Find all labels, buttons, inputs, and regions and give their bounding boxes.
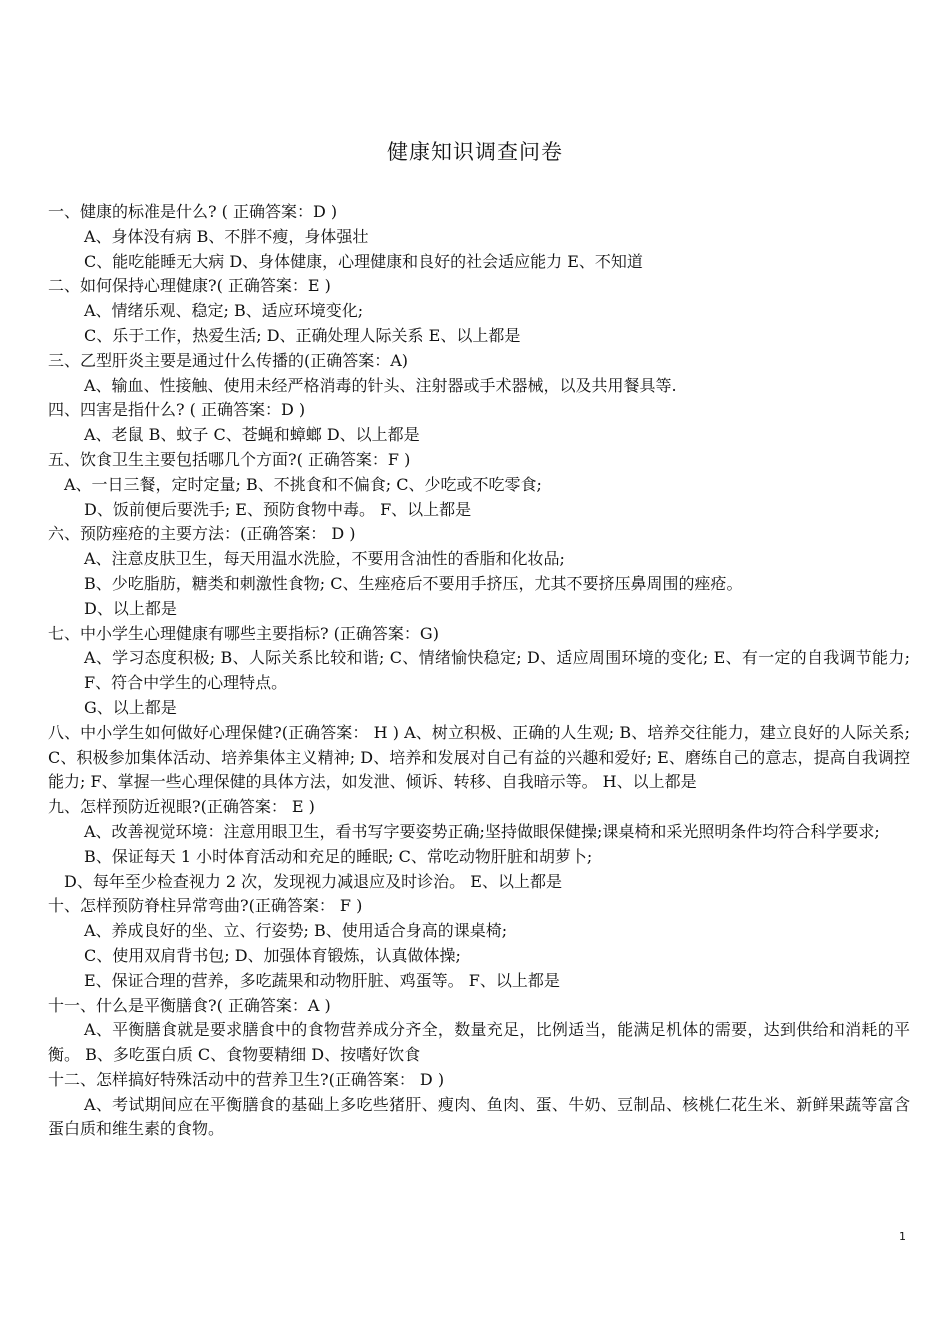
question-4: 四、四害是指什么? ( 正确答案：D ) (48, 400, 306, 420)
question-5: 五、饮食卫生主要包括哪几个方面?( 正确答案：F ) (48, 449, 411, 469)
q6-option-d: D、以上都是 (84, 598, 177, 618)
q7-option-g: G、以上都是 (84, 697, 177, 717)
q3-option-a: A、输血、性接触、使用未经严格消毒的针头、注射器或手术器械，以及共用餐具等. (84, 375, 677, 395)
question-11: 十一、什么是平衡膳食?( 正确答案：A ) (48, 995, 331, 1015)
question-12: 十二、怎样搞好特殊活动中的营养卫生?(正确答案： D ) (48, 1069, 445, 1089)
q10-options-e-f: E、保证合理的营养，多吃蔬果和动物肝脏、鸡蛋等。 F、以上都是 (84, 970, 560, 990)
question-9: 九、怎样预防近视眼?(正确答案： E ) (48, 797, 315, 817)
q4-options: A、老鼠 B、蚊子 C、苍蝇和蟑螂 D、以上都是 (84, 425, 420, 445)
q1-options-a-b: A、身体没有病 B、不胖不瘦，身体强壮 (84, 226, 369, 246)
question-8: 八、中小学生如何做好心理保健?(正确答案： H ) A、树立积极、正确的人生观; B、培养交往能力，建立良好的人际关系; C、积极参加集体活动、培养集体主义精神; D、培养和发展对自己有益的兴趣和爱好; E、磨练自己的意志，提高自我调控能力; F、掌握一些心理保健的具体方法，如发泄、倾诉、转移、自我暗示等。 H、以上都是 (48, 722, 910, 792)
q5-options-d-f: D、饭前便后要洗手; E、预防食物中毒。 F、以上都是 (84, 499, 472, 519)
page-title: 健康知识调查问卷 (387, 140, 563, 164)
q7-options-a-f: A、学习态度积极; B、人际关系比较和谐; C、情绪愉快稳定; D、适应周围环境的变化; E、有一定的自我调节能力; F、符合中学生的心理特点。 (84, 648, 910, 693)
q10-options-a-b: A、养成良好的坐、立、行姿势; B、使用适合身高的课桌椅; (84, 921, 508, 941)
q1-options-c-e: C、能吃能睡无大病 D、身体健康，心理健康和良好的社会适应能力 E、不知道 (84, 251, 643, 271)
q6-options-b-c: B、少吃脂肪，糖类和刺激性食物; C、生痤疮后不要用手挤压，尤其不要挤压鼻周围的痤疮。 (84, 573, 743, 593)
question-7: 七、中小学生心理健康有哪些主要指标? (正确答案：G) (48, 623, 439, 643)
q10-options-c-d: C、使用双肩背书包; D、加强体育锻炼，认真做体操; (84, 945, 461, 965)
question-10: 十、怎样预防脊柱异常弯曲?(正确答案： F ) (48, 896, 363, 916)
question-3: 三、乙型肝炎主要是通过什么传播的(正确答案：A) (48, 350, 409, 370)
questionnaire-body (48, 200, 910, 1142)
q2-options-c-e: C、乐于工作，热爱生活; D、正确处理人际关系 E、以上都是 (84, 325, 521, 345)
q2-options-a-b: A、情绪乐观、稳定; B、适应环境变化; (84, 301, 364, 321)
q5-options-a-c: A、一日三餐，定时定量; B、不挑食和不偏食; C、少吃或不吃零食; (64, 474, 542, 494)
q9-options-b-c: B、保证每天 1 小时体育活动和充足的睡眠; C、常吃动物肝脏和胡萝卜; (84, 846, 593, 866)
q9-option-a: A、改善视觉环境：注意用眼卫生，看书写字要姿势正确;坚持做眼保健操;课桌椅和采光照明条件均符合科学要求; (84, 821, 880, 841)
question-6: 六、预防痤疮的主要方法：(正确答案： D ) (48, 524, 356, 544)
q6-option-a: A、注意皮肤卫生，每天用温水洗脸，不要用含油性的香脂和化妆品; (84, 549, 565, 569)
q12-option-a: A、考试期间应在平衡膳食的基础上多吃些猪肝、瘦肉、鱼肉、蛋、牛奶、豆制品、核桃仁花生米、新鲜果蔬等富含蛋白质和维生素的食物。 (48, 1094, 910, 1139)
question-1: 一、健康的标准是什么? ( 正确答案：D ) (48, 202, 338, 221)
question-2: 二、如何保持心理健康?( 正确答案：E ) (48, 276, 331, 296)
q11-options: A、平衡膳食就是要求膳食中的食物营养成分齐全，数量充足，比例适当，能满足机体的需要，达到供给和消耗的平衡。 B、多吃蛋白质 C、食物要精细 D、按嗜好饮食 (48, 1020, 910, 1065)
q9-options-d-e: D、每年至少检查视力 2 次，发现视力减退应及时诊治。 E、以上都是 (64, 871, 562, 891)
page-number: 1 (899, 1230, 906, 1243)
